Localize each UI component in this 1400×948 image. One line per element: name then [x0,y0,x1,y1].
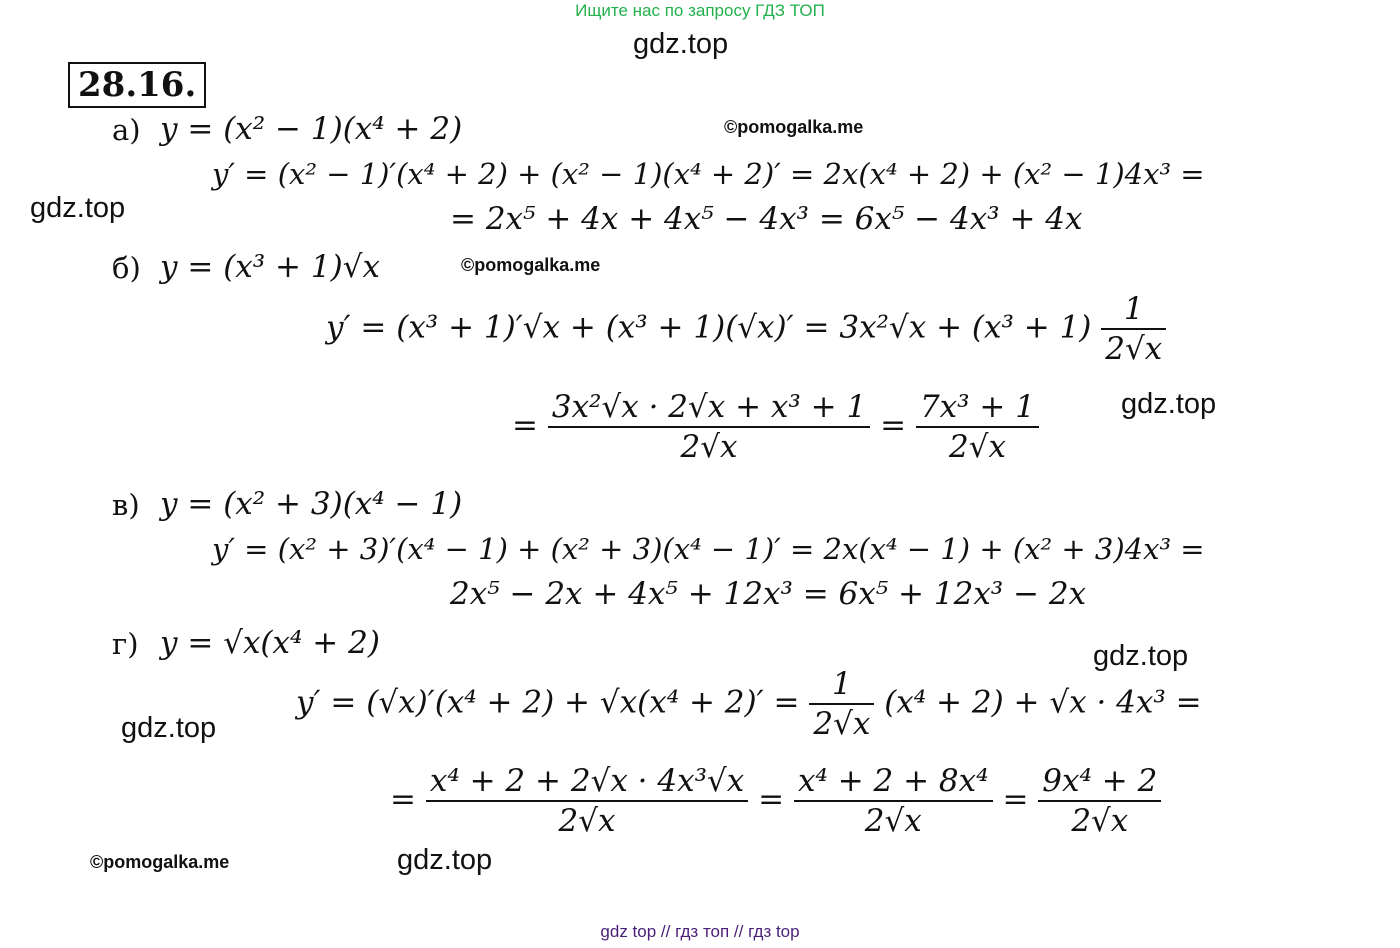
fraction-numerator: 3x²√x · 2√x + x³ + 1 [548,388,870,428]
part-a-line2: = 2x⁵ + 4x + 4x⁵ − 4x³ = 6x⁵ − 4x³ + 4x [450,201,1083,237]
part-a-line1: y′ = (x² − 1)′(x⁴ + 2) + (x² − 1)(x⁴ + 2)′ = 2x(x⁴ + 2) + (x² − 1)4x³ = [212,157,1205,191]
part-b-given: y = (x³ + 1)√x [160,249,380,285]
fraction-denominator: 2√x [680,429,738,465]
equals-sign: = [1002,781,1029,818]
watermark-gdz: gdz.top [1093,640,1189,672]
equals-sign: = [390,781,416,818]
fraction-denominator: 2√x [864,803,922,839]
part-v-line1: y′ = (x² + 3)′(x⁴ − 1) + (x² + 3)(x⁴ − 1)′ = 2x(x⁴ − 1) + (x² + 3)4x³ = [212,532,1205,566]
watermark-gdz: gdz.top [121,712,217,744]
part-b-line1-fraction [1101,290,1166,368]
part-v-label: в) [112,488,140,522]
equals-sign: = [880,407,907,444]
part-b-fraction-2 [916,388,1039,466]
watermark-pomogalka: ©pomogalka.me [90,852,230,872]
watermark-gdz: gdz.top [30,192,126,224]
fraction-numerator: x⁴ + 2 + 8x⁴ [794,762,993,802]
fraction-numerator: x⁴ + 2 + 2√x · 4x³√x [426,762,748,802]
fraction-numerator: 7x³ + 1 [916,388,1039,428]
part-a-given: y = (x² − 1)(x⁴ + 2) [160,111,463,147]
fraction-denominator: 2√x [558,803,616,839]
part-v-line2: 2x⁵ − 2x + 4x⁵ + 12x³ = 6x⁵ + 12x³ − 2x [450,576,1087,612]
fraction-denominator: 2√x [813,706,871,742]
watermark-gdz: gdz.top [1121,388,1217,420]
part-g-line1 [296,665,1202,743]
part-b-fraction-1 [548,388,870,466]
watermark-pomogalka: ©pomogalka.me [724,117,864,137]
part-g-given: y = √x(x⁴ + 2) [160,625,380,661]
problem-number: 28.16. [68,62,206,108]
part-b-label: б) [112,251,141,285]
fraction-denominator: 2√x [948,429,1006,465]
fraction-numerator: 9x⁴ + 2 [1038,762,1161,802]
equals-sign: = [512,407,538,444]
part-g-fraction-1 [426,762,748,840]
watermark-gdz: gdz.top [397,844,493,876]
part-g-label: г) [112,627,139,661]
part-v-given: y = (x² + 3)(x⁴ − 1) [160,486,463,522]
part-g-line1-text-b: (x⁴ + 2) + √x · 4x³ = [884,684,1202,721]
part-g-fraction-3 [1038,762,1161,840]
part-g-line1-text-a: y′ = (√x)′(x⁴ + 2) + √x(x⁴ + 2)′ = [296,684,800,721]
part-b-line1 [326,290,1166,368]
fraction-denominator: 2√x [1105,331,1163,367]
fraction-numerator: 1 [809,665,874,705]
equals-sign: = [758,781,785,818]
part-g-fraction-2 [794,762,993,840]
part-b-line1-text: y′ = (x³ + 1)′√x + (x³ + 1)(√x)′ = 3x²√x + (x³ + 1) [326,309,1092,346]
part-g-line2 [390,762,1161,840]
part-a-label: а) [112,113,141,147]
watermark-pomogalka: ©pomogalka.me [461,255,601,275]
fraction-numerator: 1 [1101,290,1166,330]
fraction-denominator: 2√x [1071,803,1129,839]
part-b-line2 [512,388,1039,466]
part-g-line1-fraction [809,665,874,743]
watermark-gdz: gdz.top [633,28,729,60]
top-banner: Ищите нас по запросу ГДЗ ТОП [575,1,825,20]
footer-links: gdz top // гдз топ // гдз top [600,922,800,941]
